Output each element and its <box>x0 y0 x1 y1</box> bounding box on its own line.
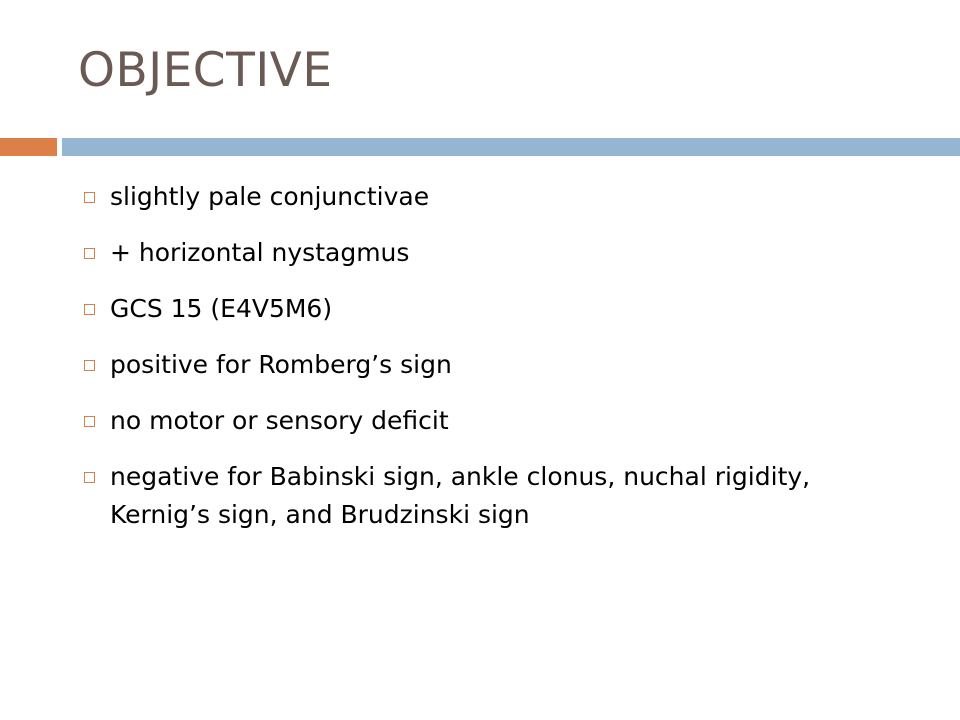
accent-bar-orange <box>0 138 57 156</box>
bullet-text: no motor or sensory deficit <box>110 406 449 435</box>
bullet-item <box>78 234 858 272</box>
slide-title: OBJECTIVE <box>78 43 333 98</box>
bullet-item <box>78 178 858 216</box>
bullet-item <box>78 290 858 328</box>
bullet-item <box>78 402 858 440</box>
square-bullet-icon <box>84 360 95 371</box>
square-bullet-icon <box>84 248 95 259</box>
bullet-text: slightly pale conjunctivae <box>110 182 430 211</box>
square-bullet-icon <box>84 192 95 203</box>
bullet-text: positive for Romberg’s sign <box>110 350 452 379</box>
square-bullet-icon <box>84 472 95 483</box>
accent-bar-blue <box>62 138 960 156</box>
bullet-list <box>78 178 858 552</box>
bullet-text: negative for Babinski sign, ankle clonus, nuchal rigidity, Kernig’s sign, and Brudzinski sign <box>110 462 811 529</box>
bullet-text: + horizontal nystagmus <box>110 238 410 267</box>
square-bullet-icon <box>84 304 95 315</box>
square-bullet-icon <box>84 416 95 427</box>
bullet-text: GCS 15 (E4V5M6) <box>110 294 333 323</box>
bullet-item <box>78 458 858 534</box>
bullet-item <box>78 346 858 384</box>
